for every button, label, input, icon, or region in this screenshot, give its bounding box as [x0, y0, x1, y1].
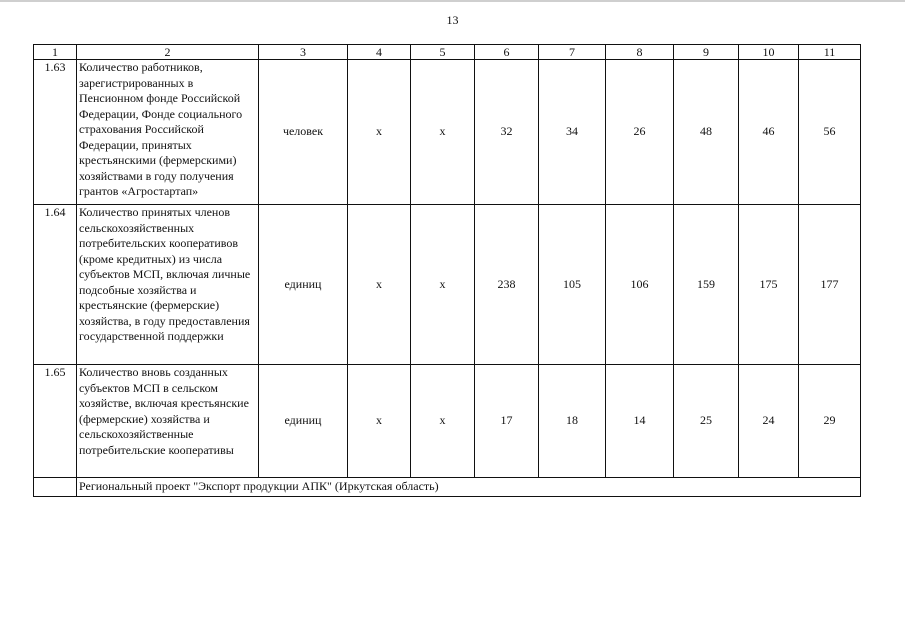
project-section-row [34, 478, 861, 497]
value-cell: 26 [606, 60, 674, 205]
indicator-name: Количество работников, зарегистрированных в Пенсионном фонде Российской Федерации, Фонде социального страхования Российской Федерации, принятых крестьянскими (фермерскими) хозяйствами в году получения грантов «Агростартап» [77, 60, 259, 205]
unit-cell: человек [259, 60, 348, 205]
header-cell: 6 [475, 45, 539, 60]
value-cell: 14 [606, 365, 674, 478]
value-cell: 29 [799, 365, 861, 478]
value-cell: 175 [739, 205, 799, 365]
header-cell: 3 [259, 45, 348, 60]
value-cell: 18 [539, 365, 606, 478]
header-cell: 8 [606, 45, 674, 60]
value-cell: 24 [739, 365, 799, 478]
header-cell: 1 [34, 45, 77, 60]
header-cell: 5 [411, 45, 475, 60]
value-cell: 32 [475, 60, 539, 205]
scan-edge [0, 0, 905, 2]
indicator-name: Количество вновь созданных субъектов МСП в сельском хозяйстве, включая крестьянские (фермерские) хозяйства и сельскохозяйственные потребительские кооперативы [77, 365, 259, 478]
value-cell: 177 [799, 205, 861, 365]
value-cell: х [348, 60, 411, 205]
page-number: 13 [446, 13, 459, 27]
header-cell: 2 [77, 45, 259, 60]
unit-cell: единиц [259, 365, 348, 478]
value-cell: 238 [475, 205, 539, 365]
indicator-name: Количество принятых членов сельскохозяйственных потребительских кооперативов (кроме кредитных) из числа субъектов МСП, включая личные подсобные хозяйства и крестьянские (фермерские) хозяйства, в году предоставления государственной поддержки [77, 205, 259, 365]
table-row [34, 205, 861, 365]
value-cell: 106 [606, 205, 674, 365]
header-cell: 7 [539, 45, 606, 60]
value-cell: 48 [674, 60, 739, 205]
row-number: 1.64 [34, 205, 77, 365]
value-cell: х [411, 365, 475, 478]
table-row [34, 60, 861, 205]
table-row [34, 365, 861, 478]
row-number: 1.65 [34, 365, 77, 478]
row-number: 1.63 [34, 60, 77, 205]
value-cell: 17 [475, 365, 539, 478]
value-cell: х [348, 365, 411, 478]
value-cell: х [411, 60, 475, 205]
header-cell: 4 [348, 45, 411, 60]
row-number [34, 478, 77, 497]
header-cell: 10 [739, 45, 799, 60]
indicators-table [33, 44, 861, 497]
value-cell: 105 [539, 205, 606, 365]
unit-cell: единиц [259, 205, 348, 365]
header-cell: 9 [674, 45, 739, 60]
value-cell: 34 [539, 60, 606, 205]
value-cell: 56 [799, 60, 861, 205]
value-cell: х [411, 205, 475, 365]
header-cell: 11 [799, 45, 861, 60]
value-cell: 46 [739, 60, 799, 205]
project-title: Региональный проект "Экспорт продукции АПК" (Иркутская область) [77, 478, 861, 497]
value-cell: 25 [674, 365, 739, 478]
value-cell: 159 [674, 205, 739, 365]
table-header-row [34, 45, 861, 60]
value-cell: х [348, 205, 411, 365]
